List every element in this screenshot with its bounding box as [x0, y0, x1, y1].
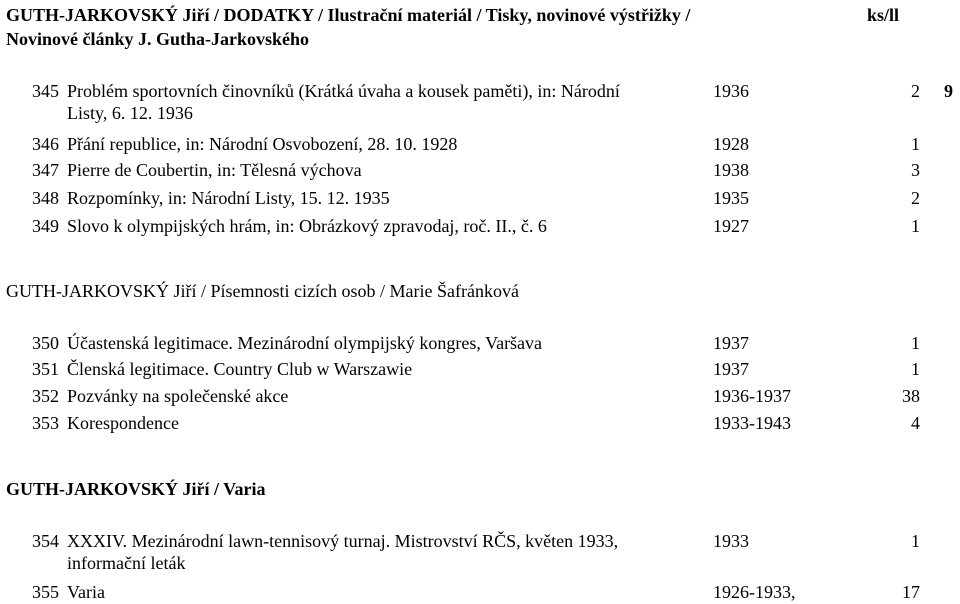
item-number: 354 — [32, 531, 59, 551]
item-title: Slovo k olympijských hrám, in: Obrázkový zpravodaj, roč. II., č. 6 — [67, 216, 547, 236]
item-year: 1928 — [713, 134, 749, 154]
item-count: 2 — [911, 81, 920, 101]
item-title: Členská legitimace. Country Club w Warszawie — [67, 359, 413, 379]
item-title-continuation: informační leták — [67, 553, 186, 573]
item-count: 1 — [911, 333, 920, 353]
item-title: Přání republice, in: Národní Osvobození, 28. 10. 1928 — [67, 134, 458, 154]
item-count: 17 — [902, 582, 920, 602]
unit-column-header: ks/ll — [867, 5, 900, 25]
item-count: 1 — [911, 134, 920, 154]
item-number: 349 — [32, 216, 59, 236]
item-year: 1933-1943 — [713, 413, 791, 433]
item-year: 1937 — [713, 333, 749, 353]
item-number: 345 — [32, 81, 59, 101]
item-title: Varia — [67, 582, 105, 602]
item-number: 353 — [32, 413, 59, 433]
section-heading: GUTH-JARKOVSKÝ Jiří / Varia — [6, 479, 266, 499]
item-title-continuation: Listy, 6. 12. 1936 — [67, 103, 193, 123]
item-count: 1 — [911, 359, 920, 379]
item-title: Korespondence — [67, 413, 179, 433]
item-title: Pierre de Coubertin, in: Tělesná výchova — [67, 160, 362, 180]
item-year: 1935 — [713, 188, 749, 208]
item-title: Rozpomínky, in: Národní Listy, 15. 12. 1935 — [67, 188, 390, 208]
item-title: Pozvánky na společenské akce — [67, 386, 289, 406]
page-title-line-2: Novinové články J. Gutha-Jarkovského — [6, 29, 310, 49]
item-number: 352 — [32, 386, 59, 406]
item-count: 4 — [911, 413, 920, 433]
section-heading: GUTH-JARKOVSKÝ Jiří / Písemnosti cizích osob / Marie Šafránková — [6, 281, 519, 301]
item-title: Účastenská legitimace. Mezinárodní olympijský kongres, Varšava — [67, 333, 543, 353]
item-year: 1936 — [713, 81, 749, 101]
item-year: 1933 — [713, 531, 749, 551]
page-title-line-1: GUTH-JARKOVSKÝ Jiří / DODATKY / Ilustrační materiál / Tisky, novinové výstřižky / — [6, 5, 691, 25]
item-year: 1938 — [713, 160, 749, 180]
item-count: 2 — [911, 188, 920, 208]
item-year: 1937 — [713, 359, 749, 379]
item-number: 350 — [32, 333, 59, 353]
item-number: 355 — [32, 582, 59, 602]
item-title: Problém sportovních činovníků (Krátká úvaha a kousek paměti), in: Národní — [67, 81, 620, 101]
item-year: 1926-1933, — [713, 582, 796, 602]
item-number: 347 — [32, 160, 59, 180]
item-number: 348 — [32, 188, 59, 208]
item-count: 38 — [902, 386, 920, 406]
item-year: 1927 — [713, 216, 749, 236]
item-count: 1 — [911, 216, 920, 236]
margin-number: 9 — [944, 81, 953, 101]
item-count: 3 — [911, 160, 920, 180]
item-number: 346 — [32, 134, 59, 154]
item-year: 1936-1937 — [713, 386, 791, 406]
item-title: XXXIV. Mezinárodní lawn-tennisový turnaj. Mistrovství RČS, květen 1933, — [67, 531, 619, 551]
item-count: 1 — [911, 531, 920, 551]
item-number: 351 — [32, 359, 59, 379]
